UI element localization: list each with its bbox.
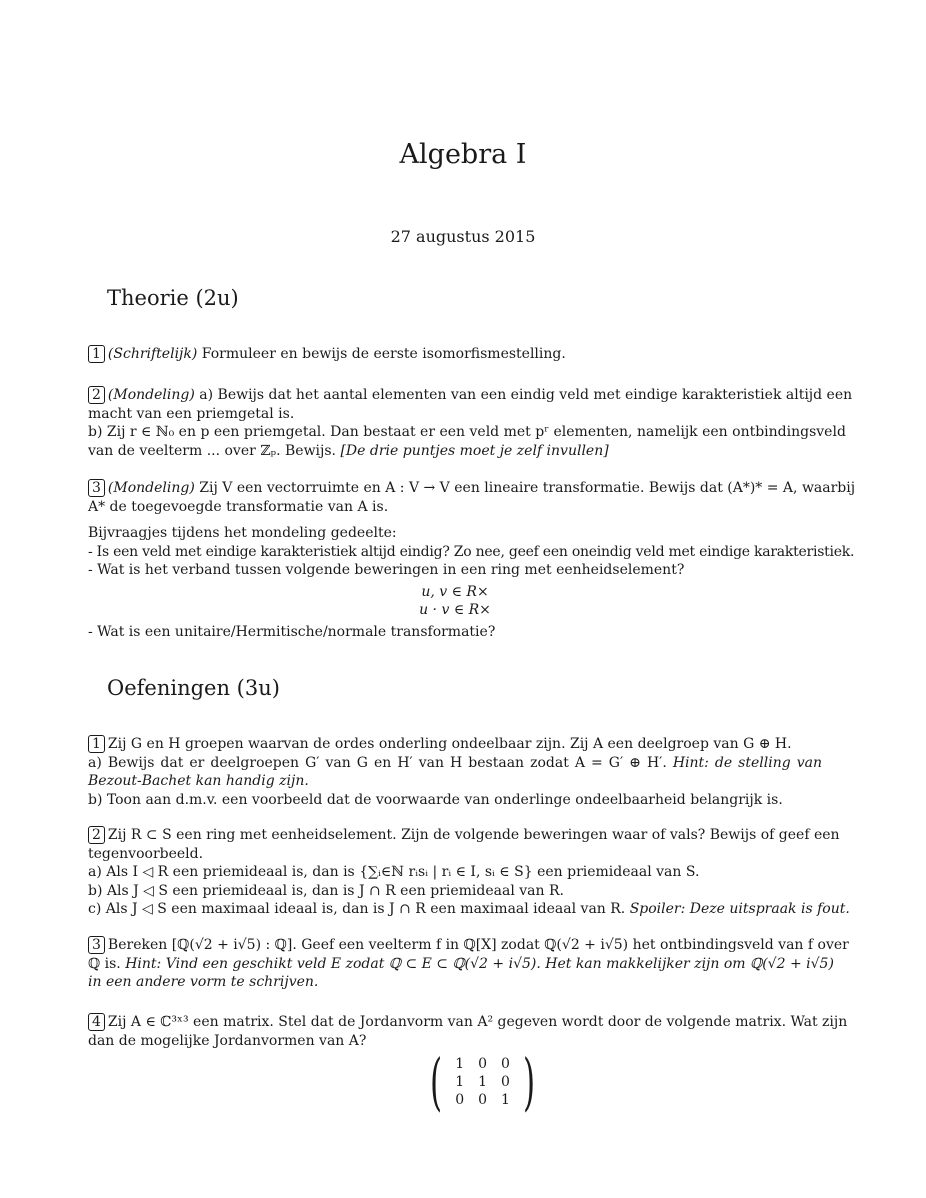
right-paren: ) bbox=[523, 1045, 536, 1118]
question-number-badge: 3 bbox=[88, 479, 105, 497]
matrix-cell: 1 bbox=[455, 1056, 465, 1072]
question-number-badge: 3 bbox=[88, 936, 105, 954]
page-title: Algebra I bbox=[399, 139, 527, 170]
question-note: [De drie puntjes moet je zelf invullen] bbox=[340, 442, 609, 459]
question-tag: (Mondeling) bbox=[107, 387, 195, 403]
matrix-cell: 0 bbox=[455, 1092, 465, 1108]
question-text: a) Als I ◁ R een priemideaal is, dan is {∑ᵢ∈ℕ rᵢsᵢ | rᵢ ∈ I, sᵢ ∈ S} een priemideaal van S. bbox=[88, 864, 700, 880]
exercise-2 bbox=[88, 826, 850, 919]
question-number-badge: 2 bbox=[88, 386, 105, 404]
question-text: Zij R ⊂ S een ring met eenheidselement. Zijn de volgende beweringen waar of vals? Bewijs of geef een bbox=[107, 827, 840, 843]
oral-side-questions bbox=[88, 524, 855, 641]
question-text: macht van een priemgetal is. bbox=[88, 405, 295, 422]
question-text: ℚ is. bbox=[88, 955, 121, 972]
question-text: dan de mogelijke Jordanvormen van A? bbox=[88, 1032, 367, 1049]
question-text: Zij G en H groepen waarvan de ordes onderling ondeelbaar zijn. Zij A een deelgroep van G ⊕ H. bbox=[107, 736, 792, 752]
question-tag: (Schriftelijk) bbox=[107, 346, 198, 362]
side-question: - Is een veld met eindige karakteristiek altijd eindig? Zo nee, geef een oneindig veld met eindige karakteristiek. bbox=[88, 543, 855, 560]
matrix-cell: 0 bbox=[478, 1092, 488, 1108]
question-text: van de veelterm ... over ℤₚ. Bewijs. bbox=[88, 442, 337, 459]
question-text: b) Zij r ∈ ℕ₀ en p een priemgetal. Dan bestaat er een veld met pʳ elementen, namelijk een ontbindingsveld bbox=[88, 424, 846, 440]
question-number-badge: 1 bbox=[88, 735, 105, 753]
side-questions-intro: Bijvraagjes tijdens het mondeling gedeelte: bbox=[88, 525, 397, 541]
question-tag: (Mondeling) bbox=[107, 480, 195, 496]
exercise-3 bbox=[88, 936, 849, 992]
question-text: Zij V een vectorruimte en A : V → V een lineaire transformatie. Bewijs dat (A*)* = A, waarbij bbox=[199, 480, 856, 496]
question-hint: Bezout-Bachet kan handig zijn. bbox=[88, 773, 309, 789]
side-question: - Wat is het verband tussen volgende beweringen in een ring met eenheidselement? bbox=[88, 562, 685, 578]
matrix-cell: 1 bbox=[501, 1092, 510, 1108]
question-text: Zij A ∈ ℂ³ˣ³ een matrix. Stel dat de Jordanvorm van A² gegeven wordt door de volgende matrix. Wat zijn bbox=[107, 1014, 848, 1030]
question-number-badge: 2 bbox=[88, 826, 105, 844]
matrix-cell: 1 bbox=[455, 1074, 465, 1090]
question-number-badge: 4 bbox=[88, 1013, 105, 1031]
question-text: c) Als J ◁ S een maximaal ideaal is, dan is J ∩ R een maximaal ideaal van R. bbox=[88, 901, 626, 917]
math-statement: u, v ∈ R× bbox=[421, 583, 489, 600]
theory-question-3 bbox=[88, 479, 856, 516]
question-hint: Spoiler: Deze uitspraak is fout. bbox=[629, 901, 850, 917]
exam-date: 27 augustus 2015 bbox=[390, 227, 536, 246]
question-text: A* de toegevoegde transformatie van A is. bbox=[88, 498, 389, 515]
left-paren: ( bbox=[430, 1045, 443, 1118]
matrix-cell: 0 bbox=[478, 1056, 488, 1072]
theory-question-2 bbox=[88, 386, 853, 460]
question-text: a) Bewijs dat het aantal elementen van een eindig veld met eindige karakteristiek altijd een bbox=[199, 387, 853, 403]
math-statement: u · v ∈ R× bbox=[419, 602, 491, 618]
section-heading-theory: Theorie (2u) bbox=[107, 286, 239, 310]
question-text: Bereken [ℚ(√2 + i√5) : ℚ]. Geef een veelterm f in ℚ[X] zodat ℚ(√2 + i√5) het ontbindingsveld van f over bbox=[107, 937, 849, 953]
theory-question-1 bbox=[88, 345, 822, 364]
question-number-badge: 1 bbox=[88, 345, 105, 363]
question-hint: Hint: de stelling van bbox=[672, 754, 822, 771]
matrix-grid bbox=[448, 1055, 517, 1109]
question-text: a) Bewijs dat er deelgroepen G′ van G en H′ van H bestaan zodat A = G′ ⊕ H′. bbox=[88, 754, 667, 771]
question-hint: in een andere vorm te schrijven. bbox=[88, 974, 319, 990]
question-text: Formuleer en bewijs de eerste isomorfismestelling. bbox=[201, 346, 566, 362]
side-question: - Wat is een unitaire/Hermitische/normale transformatie? bbox=[88, 623, 496, 640]
jordan-matrix bbox=[424, 1045, 541, 1118]
exercise-1 bbox=[88, 735, 822, 809]
question-text: b) Toon aan d.m.v. een voorbeeld dat de voorwaarde van onderlinge ondeelbaarheid belangrijk is. bbox=[88, 791, 783, 808]
matrix-cell: 0 bbox=[501, 1074, 510, 1090]
question-hint: Hint: Vind een geschikt veld E zodat ℚ ⊂ E ⊂ ℚ(√2 + i√5). Het kan makkelijker zijn om ℚ(√2 + i√5) bbox=[125, 955, 834, 972]
matrix-cell: 0 bbox=[501, 1056, 510, 1072]
question-text: tegenvoorbeeld. bbox=[88, 845, 204, 862]
matrix-cell: 1 bbox=[478, 1074, 488, 1090]
question-text: b) Als J ◁ S een priemideaal is, dan is J ∩ R een priemideaal van R. bbox=[88, 882, 564, 899]
section-heading-exercises: Oefeningen (3u) bbox=[107, 676, 280, 700]
exercise-4 bbox=[88, 1013, 848, 1050]
